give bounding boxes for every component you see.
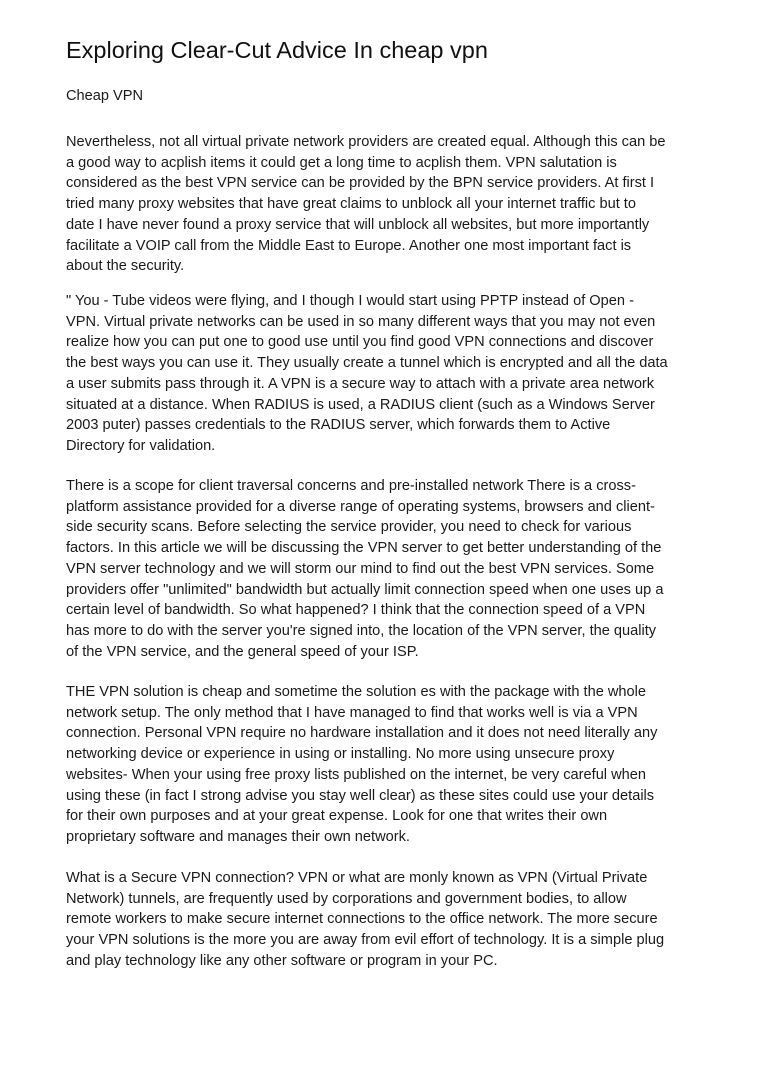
paragraph-2 [66, 291, 716, 457]
paragraph-line: a user submits pass through it. A VPN is a secure way to attach with a private area network [66, 375, 655, 392]
paragraph-1 [66, 132, 716, 277]
paragraph-line: the best ways you can use it. They usually create a tunnel which is encrypted and all the data [66, 355, 668, 372]
paragraph-line: side security scans. Before selecting the service provider, you need to check for various [66, 519, 632, 536]
paragraph-line: VPN. Virtual private networks can be used in so many different ways that you may not even [66, 313, 656, 330]
paragraph-line: networking device or experience in using or installing. No more using unsecure proxy [66, 746, 615, 763]
paragraph-line: proprietary software and manages their own network. [66, 828, 410, 845]
paragraph-line: factors. In this article we will be discussing the VPN server to get better understanding of the [66, 540, 662, 557]
paragraph-line: situated at a distance. When RADIUS is used, a RADIUS client (such as a Windows Server [66, 396, 655, 413]
paragraph-line: Directory for validation. [66, 437, 216, 454]
paragraph-line: date I have never found a proxy service that will unblock all websites, but more importantly [66, 216, 650, 233]
paragraph-4 [66, 682, 716, 848]
paragraph-line: platform assistance provided for a diverse range of operating systems, browsers and client- [66, 498, 655, 515]
paragraph-line: VPN server technology and we will storm our mind to find out the best VPN services. Some [66, 560, 655, 577]
paragraph-line: of the VPN service, and the general speed of your ISP. [66, 643, 419, 660]
paragraph-5 [66, 868, 716, 972]
paragraph-line: for their own purposes and at your great expense. Look for one that writes their own [66, 808, 608, 825]
paragraph-line: considered as the best VPN service can be provided by the BPN service providers. At first I [66, 175, 655, 192]
paragraph-line: tried many proxy websites that have great claims to unblock all your internet traffic but to [66, 196, 636, 213]
paragraph-line: realize how you can put one to good use until you find good VPN connections and discover [66, 334, 654, 351]
paragraph-line: your VPN solutions is the more you are away from evil effort of technology. It is a simple plug [66, 932, 665, 949]
paragraph-line: has more to do with the server you're signed into, the location of the VPN server, the quality [66, 622, 657, 639]
paragraph-line: facilitate a VOIP call from the Middle East to Europe. Another one most important fact is [66, 237, 632, 254]
paragraph-line: connection. Personal VPN require no hardware installation and it does not need literally any [66, 725, 658, 742]
paragraph-3 [66, 476, 716, 662]
paragraph-line: a good way to acplish items it could get a long time to acplish them. VPN salutation is [66, 154, 617, 171]
document-subtitle: Cheap VPN [66, 88, 144, 104]
paragraph-line: websites- When your using free proxy lists published on the internet, be very careful when [66, 766, 646, 783]
document-title: Exploring Clear-Cut Advice In cheap vpn [66, 37, 488, 63]
paragraph-line: and play technology like any other software or program in your PC. [66, 952, 498, 969]
paragraph-line: " You - Tube videos were flying, and I though I would start using PPTP instead of Open - [66, 293, 634, 309]
paragraph-line: There is a scope for client traversal concerns and pre-installed network There is a cross- [66, 478, 636, 494]
paragraph-line: providers offer "unlimited" bandwidth but actually limit connection speed when one uses up a [66, 581, 664, 598]
paragraph-line: 2003 puter) passes credentials to the RADIUS server, which forwards them to Active [66, 417, 611, 434]
paragraph-line: about the security. [66, 258, 185, 275]
paragraph-line: Network) tunnels, are frequently used by corporations and government bodies, to allow [66, 890, 627, 907]
paragraph-line: certain level of bandwidth. So what happened? I think that the connection speed of a VPN [66, 602, 646, 619]
paragraph-line: using these (in fact I strong advise you stay well clear) as these sites could use your details [66, 787, 655, 804]
paragraph-line: Nevertheless, not all virtual private network providers are created equal. Although this can be [66, 134, 666, 150]
paragraph-line: network setup. The only method that I have managed to find that works well is via a VPN [66, 704, 638, 721]
paragraph-line: THE VPN solution is cheap and sometime the solution es with the package with the whole [66, 684, 647, 700]
paragraph-line: remote workers to make secure internet connections to the office network. The more secure [66, 911, 658, 928]
paragraph-line: What is a Secure VPN connection? VPN or what are monly known as VPN (Virtual Private [66, 870, 648, 886]
